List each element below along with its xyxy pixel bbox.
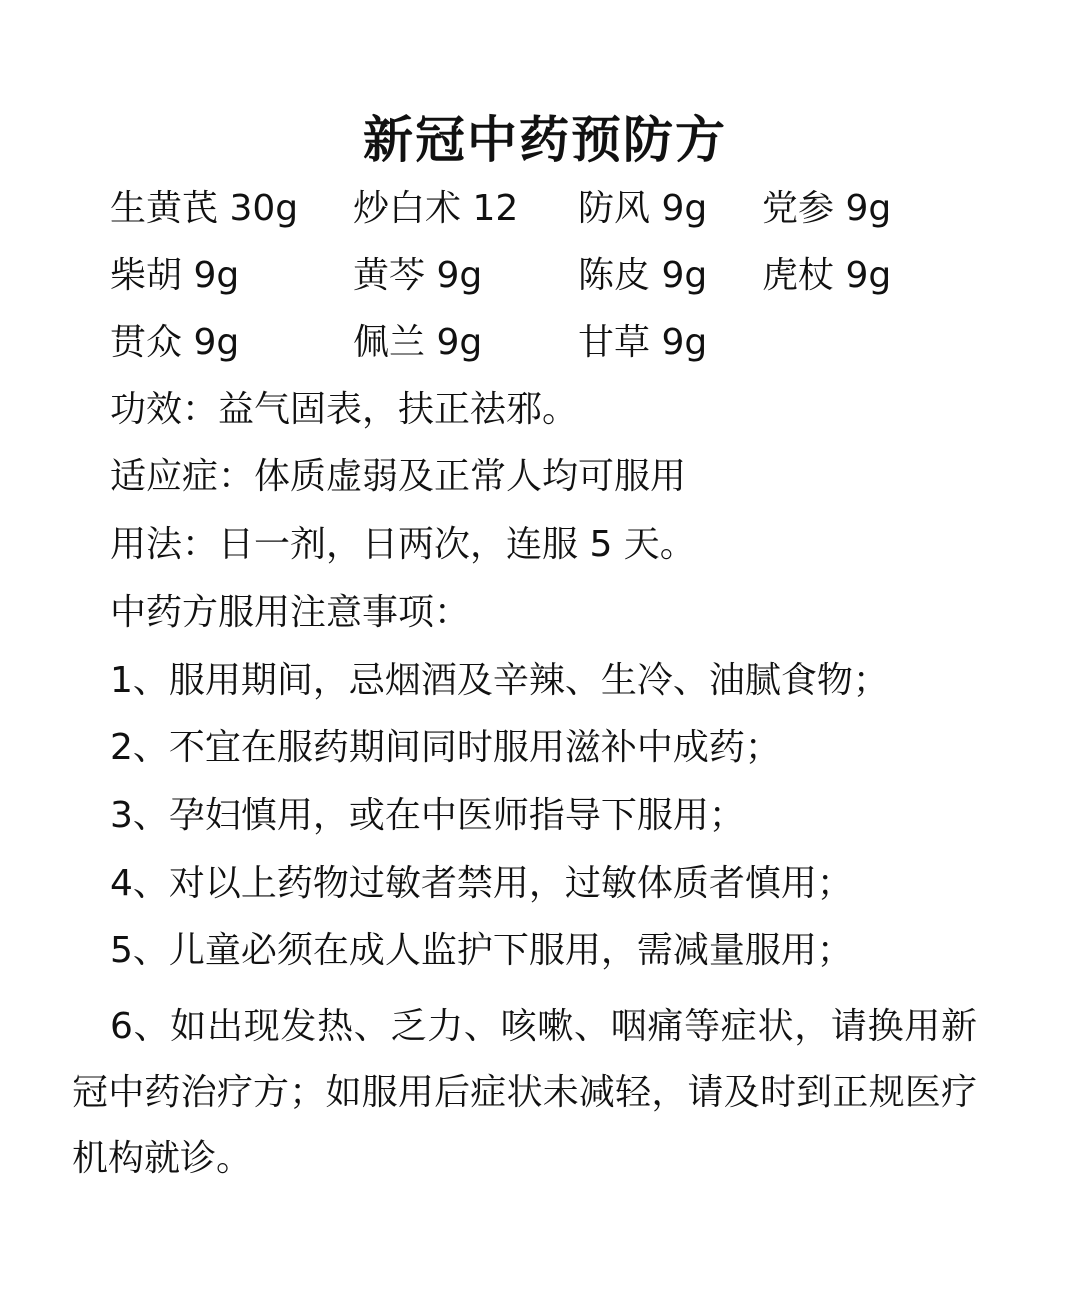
indications-text: 适应症：体质虚弱及正常人均可服用 xyxy=(110,456,687,497)
note-item: 1、服用期间，忌烟酒及辛辣、生冷、油腻食物； xyxy=(110,660,889,701)
herb-item: 炒白术 12 xyxy=(353,188,519,229)
herb-item: 黄芩 9g xyxy=(353,255,483,296)
herb-row-3 xyxy=(0,318,1080,368)
note-item: 2、不宜在服药期间同时服用滋补中成药； xyxy=(110,727,781,768)
document-title: 新冠中药预防方 xyxy=(363,111,727,169)
herb-item: 陈皮 9g xyxy=(578,255,708,296)
herb-item: 柴胡 9g xyxy=(110,255,240,296)
efficacy-text: 功效：益气固表，扶正祛邪。 xyxy=(110,389,579,430)
herb-row-1 xyxy=(0,184,1080,234)
notes-heading: 中药方服用注意事项： xyxy=(110,592,471,633)
note-item: 5、儿童必须在成人监护下服用，需减量服用； xyxy=(110,930,853,971)
herb-item: 生黄芪 30g xyxy=(110,188,299,229)
herb-row-2 xyxy=(0,251,1080,301)
herb-item: 党参 9g xyxy=(762,188,892,229)
herb-item: 防风 9g xyxy=(578,188,708,229)
usage-text: 用法：日一剂，日两次，连服 5 天。 xyxy=(110,524,696,565)
herb-item: 虎杖 9g xyxy=(762,255,892,296)
note-item-6: 6、如出现发热、乏力、咳嗽、咽痛等症状，请换用新冠中药治疗方；如服用后症状未减轻，请及时到正规医疗机构就诊。 xyxy=(72,1006,977,1179)
note-item: 3、孕妇慎用，或在中医师指导下服用； xyxy=(110,795,745,836)
note-item: 4、对以上药物过敏者禁用，过敏体质者慎用； xyxy=(110,863,853,904)
herb-item: 佩兰 9g xyxy=(353,322,483,363)
herb-item: 贯众 9g xyxy=(110,322,240,363)
herb-item: 甘草 9g xyxy=(578,322,708,363)
